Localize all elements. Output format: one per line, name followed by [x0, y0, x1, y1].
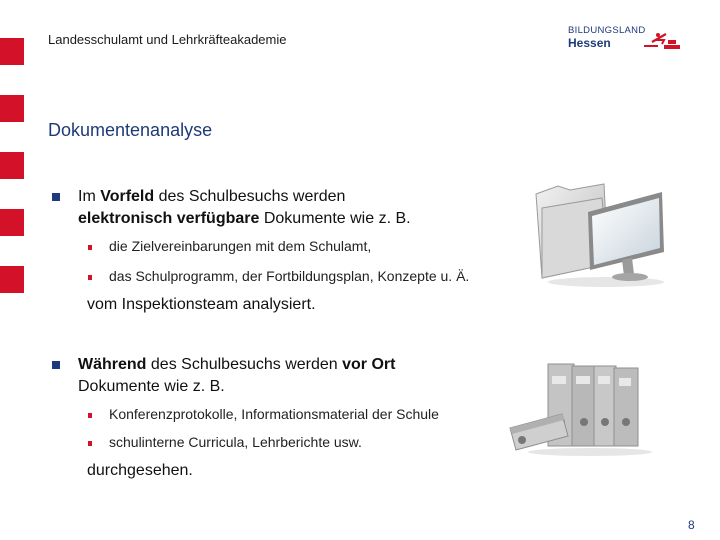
sub-bullet — [88, 441, 92, 446]
sub-bullet — [88, 245, 92, 250]
red-accent-block — [0, 152, 24, 179]
bold-text: Während — [78, 356, 147, 373]
red-accent-block — [0, 38, 24, 65]
section2-line2: Dokumente wie z. B. — [78, 378, 225, 395]
bold-text: elektronisch verfügbare — [78, 210, 260, 227]
main-bullet — [52, 193, 60, 201]
page-title: Dokumentenanalyse — [48, 120, 213, 140]
binders-icon — [504, 356, 656, 456]
page-number: 8 — [688, 518, 695, 532]
bold-text: vor Ort — [342, 356, 396, 373]
section2-item: Konferenzprotokolle, Informationsmaterial der Schule — [109, 406, 439, 422]
text-span: Im — [78, 188, 101, 205]
section1-item: das Schulprogramm, der Fortbildungsplan, Konzepte u. Ä. — [109, 268, 470, 284]
section1-closing: vom Inspektionsteam analysiert. — [87, 296, 316, 313]
text-span: des Schulbesuchs werden — [146, 356, 343, 373]
section2-line1 — [78, 354, 395, 376]
section2-closing: durchgesehen. — [87, 462, 193, 479]
section1-item: die Zielvereinbarungen mit dem Schulamt, — [109, 238, 372, 254]
red-accent-block — [0, 266, 24, 293]
logo-text-top: BILDUNGSLAND — [568, 25, 646, 36]
red-accent-block — [0, 95, 24, 122]
sub-bullet — [88, 275, 92, 280]
section1-line1 — [78, 186, 345, 208]
main-bullet — [52, 361, 60, 369]
bold-text: Vorfeld — [100, 188, 155, 205]
bildungsland-hessen-logo — [568, 25, 682, 53]
logo-text-bottom: Hessen — [568, 36, 611, 50]
section2-item: schulinterne Curricula, Lehrberichte usw. — [109, 434, 362, 450]
organization-name: Landesschulamt und Lehrkräfteakademie — [48, 32, 287, 47]
sub-bullet — [88, 413, 92, 418]
red-accent-block — [0, 209, 24, 236]
logo-mark-icon — [642, 28, 682, 50]
text-span: Dokumente wie z. B. — [259, 210, 411, 227]
folder-monitor-icon — [528, 178, 670, 288]
text-span: des Schulbesuchs werden — [154, 188, 346, 205]
section1-line2 — [78, 208, 411, 230]
